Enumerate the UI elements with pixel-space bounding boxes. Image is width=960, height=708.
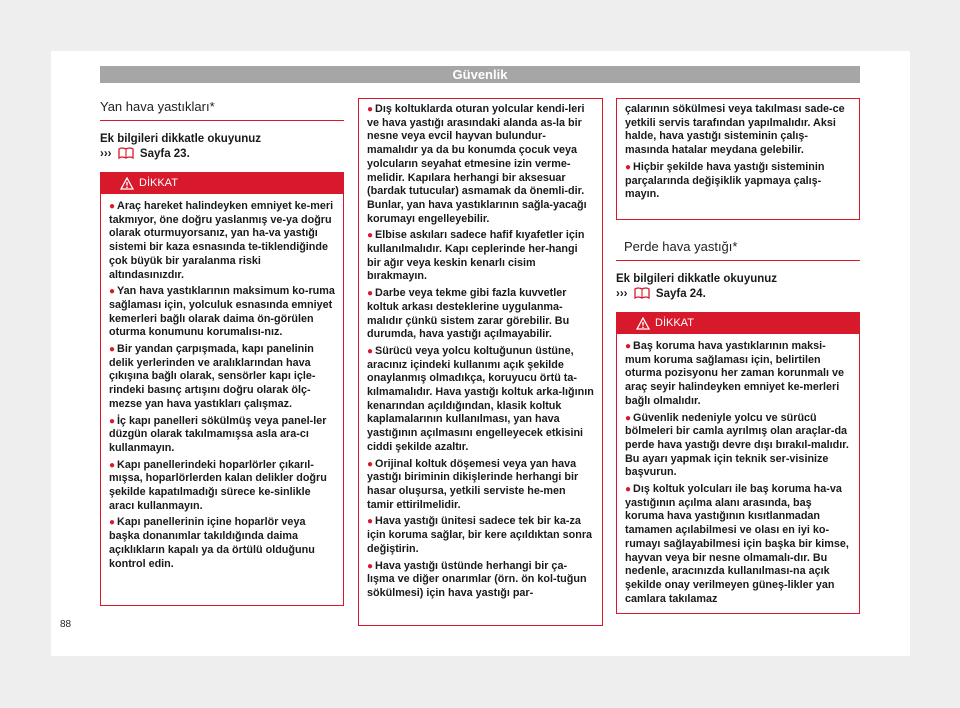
bullet-icon: ● (109, 344, 116, 356)
chapter-header: Güvenlik (100, 66, 860, 83)
warning-item (625, 483, 851, 606)
warning-box-curtain-airbag (616, 312, 860, 614)
warning-item-text: Kapı panellerindeki hoparlörler çıkarıl-mışsa, hoparlörlerden kalan delikler doğru şekilde kapatılmadığı sürece ke-sinlikle aracı kullanmayın. (109, 458, 327, 512)
section-title-curtain-airbag: Perde hava yastığı* (624, 239, 738, 254)
warning-item (367, 515, 594, 556)
warning-item (109, 200, 335, 282)
bullet-icon: ● (109, 286, 116, 298)
page-number: 88 (60, 619, 72, 630)
warning-item (109, 516, 335, 571)
title-underline (616, 260, 860, 261)
warning-label: DİKKAT (139, 177, 178, 189)
warning-item (625, 340, 851, 409)
reference-page: Sayfa 24 (655, 288, 703, 300)
warning-item-text: Araç hareket halindeyken emniyet ke-meri takmıyor, öne doğru yaslanmış ve-ya doğru olarak oturmuyorsanız, yan ha-va yastığı sistemi bir kaza esnasında te-tiklendiğinde çok büyük bir yaralanma riski altındasınızdır. (109, 200, 334, 281)
warning-body (617, 99, 859, 202)
bullet-icon: ● (367, 458, 374, 470)
warning-item (367, 287, 594, 342)
warning-item-text: İç kapı panelleri sökülmüş veya panel-ler düzgün olarak takılmamışsa asla ara-cı kullanmayın. (109, 414, 327, 454)
bullet-icon: ● (367, 230, 374, 242)
warning-item-text: Elbise askıları sadece hafif kıyafetler için kullanılmalıdır. Kapı ceplerinde her-hangi bir ağır veya keskin kenarlı cisim bırakmayın. (367, 229, 585, 283)
warning-item (367, 229, 594, 284)
warning-label: DİKKAT (655, 317, 694, 329)
intro-block (616, 272, 860, 302)
bullet-icon: ● (109, 459, 116, 471)
bullet-icon: ● (109, 415, 116, 427)
bullet-icon: ● (367, 104, 374, 115)
warning-item-text: Sürücü veya yolcu koltuğunun üstüne, aracınız içindeki kullanımı açık şekilde onaylanmış olmadıkça, koruyucu örtü ta-kılmamalıdır. Hava yastığı koltuk arka-lığının kenarından açıldığından, klasik koltuk kaplamalarının kullanılması, yan hava yastığının açılmasını engelleyecek etkisini ciddi şekilde azaltır. (367, 344, 594, 453)
warning-item (625, 161, 851, 202)
warning-item-text: Darbe veya tekme gibi fazla kuvvetler koltuk arkası desteklerine uygulanma-malıdır çünkü sistem zarar görebilir. Bu durumda, hava yastığı açılmayabilir. (367, 287, 570, 341)
warning-item-text: Hava yastığı üstünde herhangi bir ça-lışma ve diğer onarımlar (örn. ön kol-tuğun sökülmesi) için hava yastığı par- (367, 559, 587, 599)
warning-item-text: Kapı panellerinin içine hoparlör veya başka donanımlar takıldığında daima açıklıkların kapalı ya da örtülü olduğunu kontrol edin. (109, 516, 315, 570)
warning-item-text: Bir yandan çarpışmada, kapı panelinin delik yerlerinden ve aralıklarından hava çıkışına bağlı olarak, sensörler kapı içle-rindeki basınç artışını doğru olarak ölç-mezse yan hava yastıkları çalışmaz. (109, 343, 316, 410)
bullet-icon: ● (109, 201, 116, 212)
book-icon (634, 287, 650, 299)
warning-body (359, 99, 602, 601)
bullet-icon: ● (367, 288, 374, 300)
intro-text: Ek bilgileri dikkatle okuyunuz (100, 133, 262, 145)
warning-item-text: Dış koltuk yolcuları ile baş koruma ha-va yastığının açılma alanı arasında, baş koruma hava yastığının kısıtlanmadan tamamen açılabilmesi ve olası en iyi ko-rumayı sağlayabilmesi için başka bir kimse, hayvan veya bir nesne olmamalı-dır. Bu nedenle, aracınızda kullanılması-na açık şekilde onay verilmeyen güneş-likler yan camlara takılamaz (625, 483, 849, 605)
bullet-icon: ● (367, 345, 374, 357)
warning-triangle-icon (636, 317, 650, 330)
warning-box-side-airbags (100, 172, 344, 606)
warning-item-text: Dış koltuklarda oturan yolcular kendi-leri ve hava yastığı arasındaki alanda as-la bir nesne veya evcil hayvan bulundur-mamalıdır ya da bu konumda çocuk veya yolcuların seyahat etmesine izin verme-melidir. Kapılara herhangi bir aksesuar (bardak tutucular) asmamak da önemli-dir. Bunlar, yan hava yastıklarının sağla-yacağı korumayı engelleyebilir. (367, 103, 587, 225)
section-title-side-airbags: Yan hava yastıkları* (100, 99, 215, 114)
bullet-icon: ● (625, 484, 632, 496)
warning-item (625, 412, 851, 481)
warning-item (109, 415, 335, 456)
warning-header (101, 173, 343, 194)
bullet-icon: ● (625, 412, 632, 424)
warning-continuation-text: çalarının sökülmesi veya takılması sade-ce yetkili servis tarafından yapılmalıdır. Aksi halde, hava yastığı sisteminin çalış-masında hatalar meydana gelebilir. (625, 103, 845, 157)
title-underline (100, 120, 344, 121)
bullet-icon: ● (625, 341, 632, 352)
bullet-icon: ● (109, 517, 116, 529)
warning-item-text: Orijinal koltuk döşemesi veya yan hava yastığı biriminin dikişlerinde herhangi bir hasar oluşursa, yetkili serviste he-men tamir ettirilmelidir. (367, 457, 579, 511)
warning-item-text: Baş koruma hava yastıklarının maksi-mum koruma sağlaması için, belirtilen oturma pozisyonu her zaman korunmalı ve araç seyir halindeyken emniyet ke-merleri bağlı olmalıdır. (625, 340, 844, 407)
page-reference[interactable]: ››› Sayfa 23. (100, 148, 190, 160)
warning-triangle-icon (120, 177, 134, 190)
warning-item (109, 459, 335, 514)
warning-box-continued (358, 98, 603, 626)
warning-item-text: Hava yastığı ünitesi sadece tek bir ka-za için koruma sağlar, bir kere açıldıktan sonra değiştirin. (367, 515, 593, 555)
warning-item-text: Güvenlik nedeniyle yolcu ve sürücü bölmeleri bir camla ayrılmış olan araçlar-da perde hava yastığı devre dışı bırakıl-malıdır. Bu ayarı yapmak için teknik ser-visinize başvurun. (625, 411, 849, 479)
warning-box-continued-end (616, 98, 860, 220)
warning-item (109, 343, 335, 412)
page-reference[interactable]: ››› Sayfa 24. (616, 288, 706, 300)
bullet-icon: ● (367, 560, 374, 572)
warning-item (367, 345, 594, 455)
bullet-icon: ● (367, 516, 374, 528)
warning-header (617, 313, 859, 334)
intro-text: Ek bilgileri dikkatle okuyunuz (616, 273, 778, 285)
warning-item (367, 458, 594, 513)
intro-block (100, 132, 344, 162)
warning-item-text: Hiçbir şekilde hava yastığı sisteminin parçalarında değişiklik yapmaya çalış-mayın. (625, 160, 825, 201)
reference-page: Sayfa 23 (139, 148, 187, 160)
reference-arrow: ››› (100, 148, 112, 160)
warning-body (101, 194, 343, 571)
bullet-icon: ● (625, 161, 632, 173)
warning-item (367, 560, 594, 601)
warning-item-text: Yan hava yastıklarının maksimum ko-ruma sağlaması için, yolculuk esnasında emniyet kemerleri bağlı olarak daima ön-görülen oturma konumunu korumalısı-nız. (109, 285, 335, 339)
warning-item (109, 285, 335, 340)
warning-body (617, 334, 859, 606)
reference-arrow: ››› (616, 288, 628, 300)
book-icon (118, 147, 134, 159)
warning-item (367, 103, 594, 226)
